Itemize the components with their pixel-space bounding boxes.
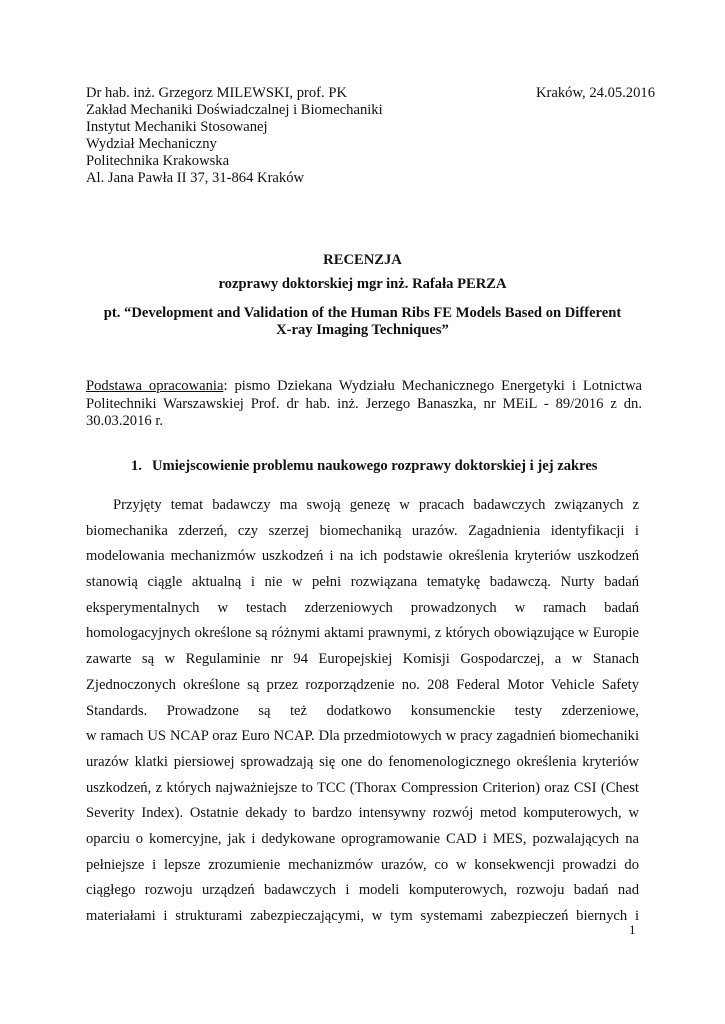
thesis-title-line-2: X-ray Imaging Techniques” <box>276 322 449 338</box>
paragraph-line: uszkodzeń, z których najważniejsze to TCC (Thorax Compression Criterion) oraz CSI (Chest <box>86 779 639 796</box>
basis-label: Podstawa opracowania <box>86 378 224 394</box>
department-name: Zakład Mechaniki Doświadczalnej i Biomechaniki <box>86 102 383 118</box>
address: Al. Jana Pawła II 37, 31-864 Kraków <box>86 170 305 186</box>
paragraph-line: Zjednoczonych określone są przez rozporządzenie no. 208 Federal Motor Vehicle Safety <box>86 676 639 693</box>
section-heading <box>131 458 597 475</box>
paragraph-line: ciągłego rozwoju urządzeń badawczych i modeli komputerowych, rozwoju badań nad <box>86 882 639 899</box>
faculty-name: Wydział Mechaniczny <box>86 136 217 152</box>
paragraph-line: Przyjęty temat badawczy ma swoją genezę w pracach badawczych związanych z <box>113 497 639 513</box>
paragraph-line: materiałami i strukturami zabezpieczającymi, w tym systemami zabezpieczeń biernych i <box>86 908 639 924</box>
paragraph-line: pełniejsze i lepsze zrozumienie mechanizmów urazów, co w konsekwencji prowadzi do <box>86 856 639 873</box>
paragraph-line: Standards. Prowadzone są też dodatkowo konsumenckie testy zderzeniowe, <box>86 702 639 719</box>
section-number: 1. <box>131 458 142 474</box>
page-number: 1 <box>629 922 636 937</box>
section-title: Umiejscowienie problemu naukowego rozprawy doktorskiej i jej zakres <box>152 458 598 474</box>
paragraph-line: eksperymentalnych w testach zderzeniowych prowadzonych w ramach badań <box>86 599 639 616</box>
document-date: Kraków, 24.05.2016 <box>535 85 655 101</box>
review-heading: RECENZJA <box>323 252 402 268</box>
paragraph-line: modelowania mechanizmów uszkodzeń i na ich podstawie określenia kryteriów uszkodzeń <box>86 548 639 565</box>
institute-name: Instytut Mechaniki Stosowanej <box>86 119 268 135</box>
paragraph-line: stanowią ciągle aktualną i nie w pełni rozwiązana tematykę badawczą. Nurty badań <box>86 574 639 591</box>
paragraph-line: biomechanika zderzeń, czy szerzej biomechaniką urazów. Zagadnienia identyfikacji i <box>86 522 639 539</box>
basis-text: : pismo Dziekana Wydziału Mechanicznego Energetyki i Lotnictwa Politechniki Warszawskiej Prof. dr hab. inż. Jerzego Banaszka, nr MEiL - 89/2016 z dn. 30.03.2016 r. <box>86 378 643 429</box>
basis-paragraph <box>86 378 642 431</box>
paragraph-line: homologacyjnych określone są różnymi aktami prawnymi, z których obowiązujące w Europie <box>86 625 639 642</box>
paragraph-line: oparciu o komercyjne, jak i dedykowane oprogramowanie CAD i MES, pozwalających na <box>86 830 639 847</box>
author-name: Dr hab. inż. Grzegorz MILEWSKI, prof. PK <box>86 85 347 101</box>
body-paragraph <box>86 493 639 930</box>
paragraph-line: urazów klatki piersiowej sprowadzają się one do fenomenologicznego określenia kryteriów <box>86 753 639 770</box>
university-name: Politechnika Krakowska <box>86 153 230 169</box>
thesis-title-line-1: pt. “Development and Validation of the Human Ribs FE Models Based on Different <box>103 305 622 321</box>
paragraph-line: zawarte są w Regulaminie nr 94 Europejskiej Komisji Gospodarczej, a w Stanach <box>86 651 639 668</box>
paragraph-line: w ramach US NCAP oraz Euro NCAP. Dla przedmiotowych w pracy zagadnień biomechaniki <box>86 728 639 745</box>
review-subtitle: rozprawy doktorskiej mgr inż. Rafała PERZA <box>218 276 507 292</box>
paragraph-line: Severity Index). Ostatnie dekady to bardzo intensywny rozwój metod komputerowych, w <box>86 805 639 822</box>
